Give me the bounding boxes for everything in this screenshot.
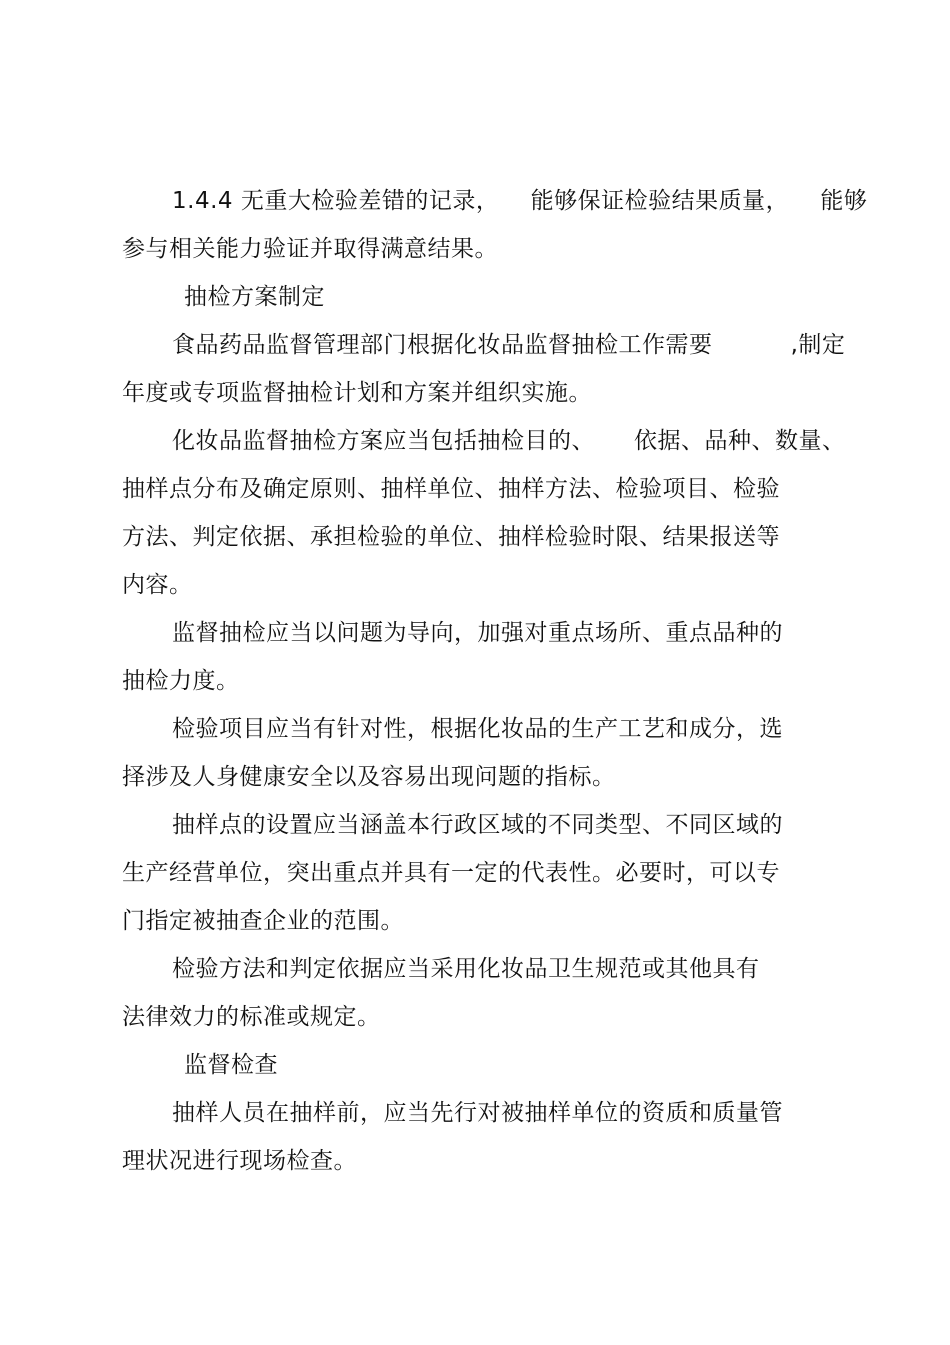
paragraph-line-6: 化妆品监督抽检方案应当包括抽检目的、 依据、品种、数量、	[172, 428, 846, 454]
paragraph-line-20: 抽样人员在抽样前，应当先行对被抽样单位的资质和质量管	[172, 1100, 783, 1126]
paragraph-line-10: 监督抽检应当以问题为导向，加强对重点场所、重点品种的	[172, 620, 783, 646]
paragraph-line-7: 抽样点分布及确定原则、抽样单位、抽样方法、检验项目、检验	[122, 476, 780, 502]
paragraph-line-8: 方法、判定依据、承担检验的单位、抽样检验时限、结果报送等	[122, 524, 780, 550]
paragraph-line-9: 内容。	[122, 572, 193, 598]
paragraph-line-12: 检验项目应当有针对性，根据化妆品的生产工艺和成分，选	[172, 716, 783, 742]
paragraph-line-15: 生产经营单位，突出重点并具有一定的代表性。必要时，可以专	[122, 860, 780, 886]
paragraph-line-17: 检验方法和判定依据应当采用化妆品卫生规范或其他具有	[172, 956, 760, 982]
paragraph-line-1: 1.4.4 无重大检验差错的记录， 能够保证检验结果质量， 能够	[172, 188, 868, 214]
section-heading-sampling-plan: 抽检方案制定	[184, 284, 325, 310]
paragraph-line-18: 法律效力的标准或规定。	[122, 1004, 381, 1030]
paragraph-line-11: 抽检力度。	[122, 668, 240, 694]
paragraph-line-21: 理状况进行现场检查。	[122, 1148, 357, 1174]
paragraph-line-16: 门指定被抽查企业的范围。	[122, 908, 404, 934]
paragraph-line-2: 参与相关能力验证并取得满意结果。	[122, 236, 498, 262]
paragraph-line-13: 择涉及人身健康安全以及容易出现问题的指标。	[122, 764, 616, 790]
paragraph-line-5: 年度或专项监督抽检计划和方案并组织实施。	[122, 380, 592, 406]
paragraph-line-14: 抽样点的设置应当涵盖本行政区域的不同类型、不同区域的	[172, 812, 783, 838]
paragraph-line-4: 食品药品监督管理部门根据化妆品监督抽检工作需要 ,制定	[172, 332, 846, 358]
section-heading-supervision: 监督检查	[184, 1052, 278, 1078]
